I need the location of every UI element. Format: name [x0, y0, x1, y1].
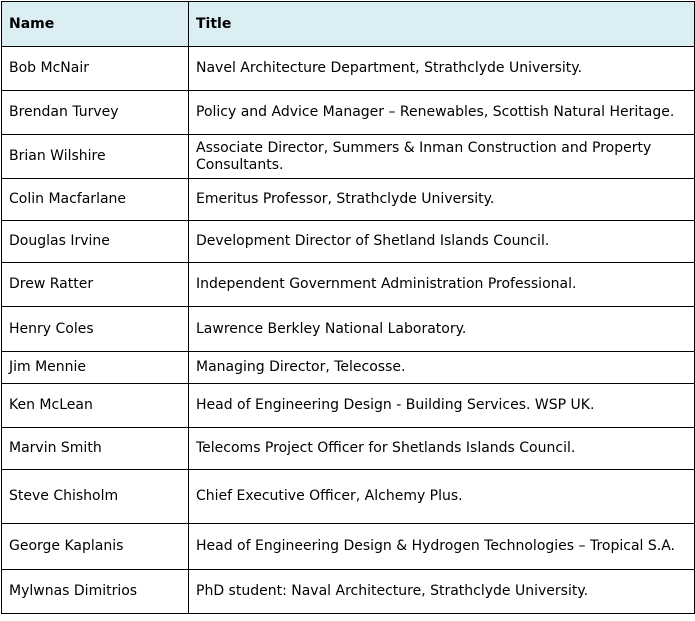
table-row	[2, 221, 695, 263]
row-name: Marvin Smith	[2, 428, 189, 470]
row-title: PhD student: Naval Architecture, Strathclyde University.	[189, 570, 695, 614]
row-title: Policy and Advice Manager – Renewables, Scottish Natural Heritage.	[189, 91, 695, 135]
row-title: Telecoms Project Officer for Shetlands Islands Council.	[189, 428, 695, 470]
table-row	[2, 470, 695, 524]
row-title: Chief Executive Officer, Alchemy Plus.	[189, 470, 695, 524]
row-title: Head of Engineering Design - Building Services. WSP UK.	[189, 384, 695, 428]
table-row	[2, 384, 695, 428]
table-row	[2, 263, 695, 307]
row-title: Emeritus Professor, Strathclyde University.	[189, 179, 695, 221]
header-row	[2, 2, 695, 47]
row-title: Head of Engineering Design & Hydrogen Technologies – Tropical S.A.	[189, 524, 695, 570]
row-title: Lawrence Berkley National Laboratory.	[189, 307, 695, 352]
people-table	[1, 1, 695, 614]
header-title: Title	[189, 2, 695, 47]
header-name: Name	[2, 2, 189, 47]
row-name: Drew Ratter	[2, 263, 189, 307]
row-name: Douglas Irvine	[2, 221, 189, 263]
table-row	[2, 524, 695, 570]
table-row	[2, 352, 695, 384]
row-name: Brian Wilshire	[2, 135, 189, 179]
table-row	[2, 428, 695, 470]
row-name: Colin Macfarlane	[2, 179, 189, 221]
table-row	[2, 91, 695, 135]
table-row	[2, 179, 695, 221]
row-title: Associate Director, Summers & Inman Construction and Property Consultants.	[189, 135, 695, 179]
row-name: George Kaplanis	[2, 524, 189, 570]
row-name: Bob McNair	[2, 47, 189, 91]
row-name: Henry Coles	[2, 307, 189, 352]
row-name: Ken McLean	[2, 384, 189, 428]
row-name: Brendan Turvey	[2, 91, 189, 135]
table-row	[2, 135, 695, 179]
row-name: Mylwnas Dimitrios	[2, 570, 189, 614]
row-title: Navel Architecture Department, Strathclyde University.	[189, 47, 695, 91]
row-name: Steve Chisholm	[2, 470, 189, 524]
table-row	[2, 47, 695, 91]
table-row	[2, 570, 695, 614]
row-title: Managing Director, Telecosse.	[189, 352, 695, 384]
table-row	[2, 307, 695, 352]
row-name: Jim Mennie	[2, 352, 189, 384]
row-title: Independent Government Administration Professional.	[189, 263, 695, 307]
row-title: Development Director of Shetland Islands Council.	[189, 221, 695, 263]
